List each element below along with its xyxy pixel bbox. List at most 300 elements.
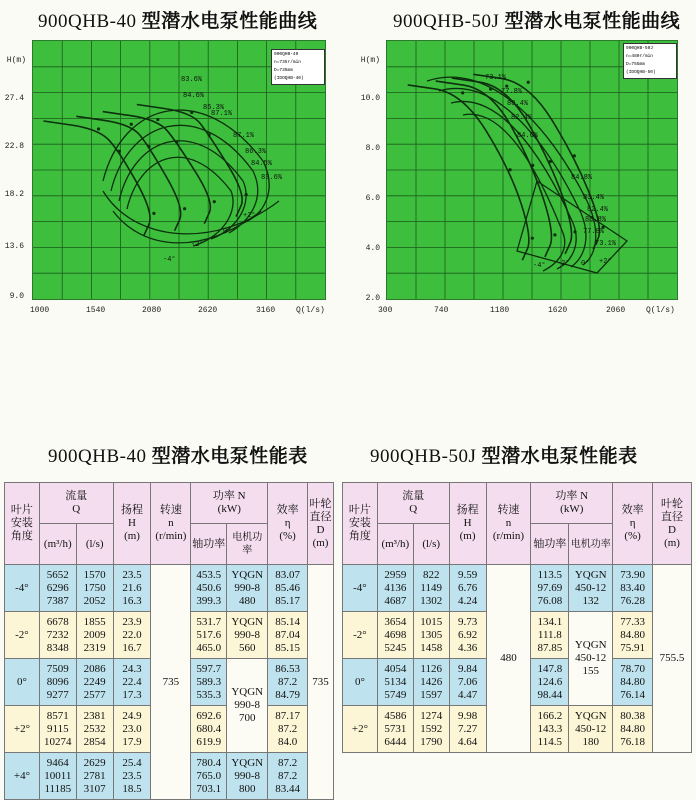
left-y-tick: 13.6: [4, 242, 24, 251]
cell-motor: [227, 753, 268, 800]
cell-value: 85.17: [275, 594, 300, 607]
header-power: [191, 483, 268, 524]
left-x-tick: 2080: [142, 306, 162, 315]
cell-value: 114.5: [537, 735, 562, 748]
left-performance-table: [4, 482, 334, 800]
left-y-axis-label: H(m): [6, 56, 26, 65]
cell-value: 25.4: [122, 756, 142, 769]
header-text: η: [284, 517, 291, 529]
cell-value: 83.40: [620, 581, 645, 594]
cell-value: 822: [422, 568, 440, 581]
cell-value: 4136: [384, 581, 407, 594]
cell-diameter: 735: [308, 565, 334, 800]
right-x-tick: 740: [434, 306, 449, 315]
cell-value: 85.14: [275, 615, 300, 628]
data-point: [118, 150, 121, 153]
cell-ls: [76, 706, 113, 753]
cell-value: 83.44: [275, 782, 300, 795]
cell-value: 1302: [420, 594, 443, 607]
header-text: (r/min): [492, 530, 525, 542]
data-point: [183, 207, 186, 210]
right-y-tick: 2.0: [365, 294, 380, 303]
header-text: 直径: [661, 510, 684, 523]
data-point: [573, 154, 576, 157]
cell-value: 1426: [420, 675, 443, 688]
cell-value: 2381: [83, 709, 106, 722]
cell-ls: [413, 706, 449, 753]
cell-value: 560: [238, 641, 256, 654]
cell-value: 6296: [46, 581, 69, 594]
cell-value: 87.2: [277, 756, 298, 769]
cell-eff: [268, 753, 308, 800]
cell-value: 765.0: [196, 769, 222, 782]
cell-value: 1458: [420, 641, 443, 654]
cell-value: 16.3: [122, 594, 142, 607]
cell-value: 2532: [83, 722, 106, 735]
left-table-model: 900QHB-40: [48, 446, 147, 467]
cell-value: YQGN: [231, 756, 264, 769]
data-point: [97, 127, 100, 130]
cell-shaft: [531, 565, 569, 612]
right-chart-title: [393, 6, 680, 33]
cell-value: 166.2: [537, 709, 563, 722]
data-point: [573, 230, 576, 233]
left-table-title: [48, 441, 308, 468]
data-point: [208, 133, 211, 136]
cell-eff: [613, 659, 653, 706]
cell-shaft: [191, 612, 227, 659]
right-chart-title-text: 型潜水电泵性能曲线: [504, 11, 681, 32]
header-text: (%): [279, 530, 296, 542]
cell-ls: [413, 612, 449, 659]
cell-head: [113, 753, 151, 800]
header-text: 安装: [348, 517, 371, 529]
cell-value: 87.17: [275, 709, 300, 722]
cell-m3h: [377, 612, 413, 659]
cell-value: 86.53: [275, 662, 300, 675]
data-point: [213, 200, 216, 203]
efficiency-label: 83.6%: [181, 76, 203, 84]
cell-value: 1855: [83, 615, 106, 628]
cell-value: 450-12: [575, 581, 607, 594]
cell-eff: [613, 612, 653, 659]
cell-value: 4.36: [457, 641, 478, 654]
cell-value: 535.3: [196, 688, 222, 701]
cell-value: 87.2: [277, 675, 298, 688]
cell-head: [113, 565, 151, 612]
cell-value: YQGN: [231, 615, 264, 628]
header-unit: (m³/h): [39, 524, 76, 565]
right-plot-svg: [387, 41, 677, 299]
angle-label: -2°: [557, 260, 570, 268]
cell-value: 619.9: [196, 735, 222, 748]
cell-value: 75.91: [620, 641, 645, 654]
cell-value: 84.80: [620, 675, 645, 688]
cell-value: 9464: [46, 756, 69, 769]
efficiency-label: 77.8%: [501, 88, 523, 96]
cell-m3h: [39, 565, 76, 612]
cell-ls: [76, 753, 113, 800]
angle-label: -2°: [191, 241, 204, 249]
cell-value: 24.3: [122, 662, 142, 675]
cell-value: 9.59: [457, 568, 478, 581]
cell-eff: [613, 565, 653, 612]
angle-label: +2°: [243, 212, 256, 220]
cell-value: 7387: [46, 594, 69, 607]
cell-angle: -2°: [5, 612, 40, 659]
cell-value: 6.76: [457, 581, 478, 594]
header-text: 叶轮: [661, 497, 684, 510]
cell-value: 2781: [83, 769, 106, 782]
angle-label: -4°: [533, 262, 546, 270]
header-text: 流量: [65, 490, 88, 502]
header-motor: 电机功率: [227, 524, 268, 565]
header-text: D: [668, 523, 676, 536]
cell-value: 6.92: [457, 628, 478, 641]
cell-value: 4698: [384, 628, 407, 641]
efficiency-label: 84.6%: [183, 92, 205, 100]
cell-value: 77.33: [620, 615, 645, 628]
cell-value: 24.9: [122, 709, 142, 722]
cell-value: 10274: [44, 735, 72, 748]
cell-value: 589.3: [196, 675, 222, 688]
table-header-row: [5, 483, 334, 524]
efficiency-label: 84.6%: [517, 132, 539, 140]
cell-value: 17.3: [122, 688, 142, 701]
left-y-tick: 27.4: [4, 94, 24, 103]
legend-line: 900QHB-40: [274, 52, 299, 57]
cell-value: 1597: [420, 688, 443, 701]
header-text: 转速: [497, 504, 520, 516]
cell-shaft: [191, 565, 227, 612]
cell-value: 4.47: [457, 688, 478, 701]
cell-m3h: [39, 753, 76, 800]
cell-value: YQGN: [574, 639, 607, 651]
cell-value: 9.98: [457, 709, 478, 722]
cell-speed: 480: [486, 565, 531, 753]
cell-value: 7232: [46, 628, 69, 641]
cell-value: 4687: [384, 594, 407, 607]
angle-label: +2°: [599, 258, 612, 266]
header-text: D: [316, 523, 325, 536]
left-x-tick: 3160: [256, 306, 276, 315]
header-text: (kW): [560, 503, 584, 515]
cell-value: 78.70: [620, 662, 645, 675]
cell-value: YQGN: [231, 568, 264, 581]
left-legend: [271, 49, 325, 85]
right-x-tick: 300: [378, 306, 393, 315]
cell-value: 3654: [384, 615, 407, 628]
right-y-tick: 4.0: [365, 244, 380, 253]
efficiency-label: 84.5%: [251, 160, 273, 168]
cell-angle: +2°: [343, 706, 378, 753]
legend-line: n=480r/min: [626, 54, 654, 59]
cell-value: 5134: [384, 675, 407, 688]
cell-value: 87.2: [277, 722, 298, 735]
efficiency-label: 84.8%: [571, 174, 593, 182]
data-point: [549, 160, 552, 163]
header-text: (r/min): [155, 530, 187, 542]
cell-eff: [268, 612, 308, 659]
cell-head: [449, 612, 486, 659]
header-text: 扬程: [121, 504, 144, 516]
cell-motor: [227, 659, 268, 753]
left-table-title-text: 型潜水电泵性能表: [151, 446, 308, 467]
cell-value: 5652: [46, 568, 69, 581]
cell-value: 2086: [83, 662, 106, 675]
legend-line: (IDOQHB-50): [626, 70, 656, 75]
header-text: (kW): [217, 503, 241, 515]
cell-value: 7.06: [457, 675, 478, 688]
hq-curve--2°: [436, 81, 552, 257]
efficiency-label: 86.3%: [245, 148, 267, 156]
right-plot-area: [386, 40, 678, 300]
left-x-axis-label: Q(l/s): [296, 306, 325, 315]
cell-value: 780.4: [196, 756, 222, 769]
data-point: [175, 140, 178, 143]
cell-value: 1149: [420, 581, 443, 594]
data-point: [531, 164, 534, 167]
header-flow: [39, 483, 113, 524]
cell-value: 111.8: [537, 628, 562, 641]
cell-ls: [76, 565, 113, 612]
left-chart-model: 900QHB-40: [38, 11, 137, 32]
cell-value: 9.84: [457, 662, 478, 675]
data-point: [245, 193, 248, 196]
header-shaft: 轴功率: [191, 524, 227, 565]
cell-head: [113, 706, 151, 753]
header-text: 叶片: [10, 504, 33, 516]
cell-value: 143.3: [537, 722, 563, 735]
cell-value: 85.46: [275, 581, 300, 594]
cell-value: 11185: [44, 782, 72, 795]
data-point: [489, 87, 492, 90]
hq-curve--4°: [44, 121, 151, 235]
cell-shaft: [531, 659, 569, 706]
cell-angle: +4°: [5, 753, 40, 800]
cell-value: 990-8: [234, 769, 261, 782]
cell-value: 4.64: [457, 735, 478, 748]
cell-value: 84.80: [620, 722, 645, 735]
cell-diameter: 755.5: [653, 565, 692, 753]
cell-value: 450-12: [575, 722, 607, 735]
cell-value: 87.04: [275, 628, 300, 641]
header-text: 叶片: [348, 504, 371, 516]
cell-value: 16.7: [122, 641, 142, 654]
cell-value: 147.8: [537, 662, 563, 675]
cell-value: 76.14: [620, 688, 645, 701]
cell-value: 692.6: [196, 709, 222, 722]
header-text: (m): [124, 530, 140, 542]
right-table-model: 900QHB-50J: [370, 446, 477, 467]
header-speed: [486, 483, 531, 565]
legend-line: n=735r/min: [274, 60, 302, 65]
data-point: [461, 91, 464, 94]
header-angle: [5, 483, 40, 565]
efficiency-label: 82.4%: [587, 206, 609, 214]
cell-ls: [413, 659, 449, 706]
right-y-axis-label: H(m): [360, 56, 380, 65]
cell-value: 23.9: [122, 615, 142, 628]
cell-ls: [413, 565, 449, 612]
efficiency-label: 77.8%: [583, 228, 605, 236]
left-y-tick: 18.2: [4, 190, 24, 199]
cell-value: 113.5: [537, 568, 562, 581]
cell-value: 2629: [83, 756, 106, 769]
cell-eff: [268, 706, 308, 753]
cell-head: [113, 612, 151, 659]
header-text: 效率: [276, 504, 299, 516]
header-text: 角度: [10, 530, 33, 542]
cell-value: 1126: [420, 662, 443, 675]
cell-value: 1790: [420, 735, 443, 748]
left-plot-area: [32, 40, 326, 300]
cell-value: 76.08: [537, 594, 563, 607]
data-point: [156, 118, 159, 121]
cell-value: 7509: [46, 662, 69, 675]
cell-value: 990-8: [234, 581, 261, 594]
cell-value: 990-8: [234, 699, 261, 711]
table-row: [5, 565, 334, 612]
cell-value: 87.85: [537, 641, 563, 654]
data-point: [147, 145, 150, 148]
cell-value: 2577: [83, 688, 106, 701]
header-dia: [653, 483, 692, 565]
header-text: 功率 N: [555, 490, 589, 502]
cell-value: 80.38: [620, 709, 645, 722]
header-text: η: [629, 517, 636, 529]
cell-value: 73.90: [620, 568, 645, 581]
cell-value: 134.1: [537, 615, 563, 628]
header-text: 功率 N: [212, 490, 246, 502]
cell-value: 17.9: [122, 735, 142, 748]
header-unit: (m³/h): [377, 524, 413, 565]
cell-value: 703.1: [196, 782, 222, 795]
header-angle: [343, 483, 378, 565]
data-point: [152, 212, 155, 215]
cell-value: YQGN: [574, 568, 607, 581]
efficiency-label: 83.4%: [583, 194, 605, 202]
cell-value: 800: [238, 782, 256, 795]
efficiency-contour: [127, 157, 233, 246]
cell-head: [113, 659, 151, 706]
cell-motor: [227, 612, 268, 659]
efficiency-label: 80.8%: [585, 216, 607, 224]
cell-value: 98.44: [537, 688, 563, 701]
cell-value: 2959: [384, 568, 407, 581]
data-point: [553, 233, 556, 236]
cell-value: 1592: [420, 722, 443, 735]
right-x-axis-label: Q(l/s): [646, 306, 675, 315]
header-text: n: [505, 517, 512, 529]
left-x-tick: 1000: [30, 306, 50, 315]
header-dia: [308, 483, 334, 565]
cell-value: 1015: [420, 615, 443, 628]
cell-motor: [569, 565, 613, 612]
legend-line: D=735mm: [274, 68, 293, 73]
cell-shaft: [191, 706, 227, 753]
cell-value: 6444: [384, 735, 407, 748]
efficiency-contour: [119, 141, 246, 239]
cell-value: 5245: [384, 641, 407, 654]
right-y-tick: 10.0: [360, 94, 380, 103]
cell-value: 84.79: [275, 688, 300, 701]
cell-value: 84.80: [620, 628, 645, 641]
cell-angle: 0°: [5, 659, 40, 706]
cell-eff: [268, 659, 308, 706]
right-table-title: [370, 441, 638, 468]
cell-value: 76.28: [620, 594, 645, 607]
cell-value: 3107: [83, 782, 106, 795]
header-eff: [268, 483, 308, 565]
header-text: 角度: [348, 530, 371, 542]
cell-value: 4586: [384, 709, 407, 722]
cell-value: 4.24: [457, 594, 478, 607]
cell-value: 97.69: [537, 581, 563, 594]
cell-value: 124.6: [537, 675, 563, 688]
cell-value: 21.6: [122, 581, 142, 594]
cell-value: 6678: [46, 615, 69, 628]
cell-value: 517.6: [196, 628, 222, 641]
left-y-tick: 9.0: [9, 292, 24, 301]
cell-value: 480: [238, 594, 256, 607]
efficiency-label: 80.4%: [507, 100, 529, 108]
left-chart: [0, 40, 340, 330]
data-point: [190, 111, 193, 114]
left-x-tick: 2620: [198, 306, 218, 315]
legend-line: (IDOQHB-40): [274, 76, 304, 81]
angle-label: 0°: [223, 228, 232, 236]
cell-value: 2249: [83, 675, 106, 688]
cell-speed: 735: [151, 565, 191, 800]
cell-value: 531.7: [196, 615, 222, 628]
data-point: [527, 81, 530, 84]
header-head: [449, 483, 486, 565]
cell-value: 5731: [384, 722, 407, 735]
header-text: (m): [664, 536, 680, 549]
cell-value: 9115: [46, 722, 69, 735]
right-x-tick: 2060: [606, 306, 626, 315]
header-speed: [151, 483, 191, 565]
right-x-tick: 1620: [548, 306, 568, 315]
cell-value: YQGN: [574, 709, 607, 722]
data-point: [531, 237, 534, 240]
right-legend: [623, 43, 677, 79]
header-text: 扬程: [456, 504, 479, 516]
cell-value: 87.2: [277, 769, 298, 782]
cell-m3h: [39, 612, 76, 659]
cell-value: 8096: [46, 675, 69, 688]
cell-shaft: [191, 753, 227, 800]
cell-value: 5749: [384, 688, 407, 701]
efficiency-label: 73.1%: [485, 74, 507, 82]
cell-value: 155: [582, 665, 599, 677]
cell-motor: [569, 612, 613, 706]
right-y-tick: 8.0: [365, 144, 380, 153]
cell-value: 2319: [83, 641, 106, 654]
left-y-tick: 22.8: [4, 142, 24, 151]
right-chart-model: 900QHB-50J: [393, 11, 500, 32]
header-text: (%): [624, 530, 641, 542]
cell-value: 132: [582, 594, 599, 607]
header-text: Q: [409, 503, 418, 515]
cell-value: 9277: [46, 688, 69, 701]
header-text: 流量: [402, 490, 425, 502]
cell-motor: [569, 706, 613, 753]
efficiency-label: 73.1%: [595, 240, 617, 248]
cell-value: 83.07: [275, 568, 300, 581]
cell-value: 85.15: [275, 641, 300, 654]
